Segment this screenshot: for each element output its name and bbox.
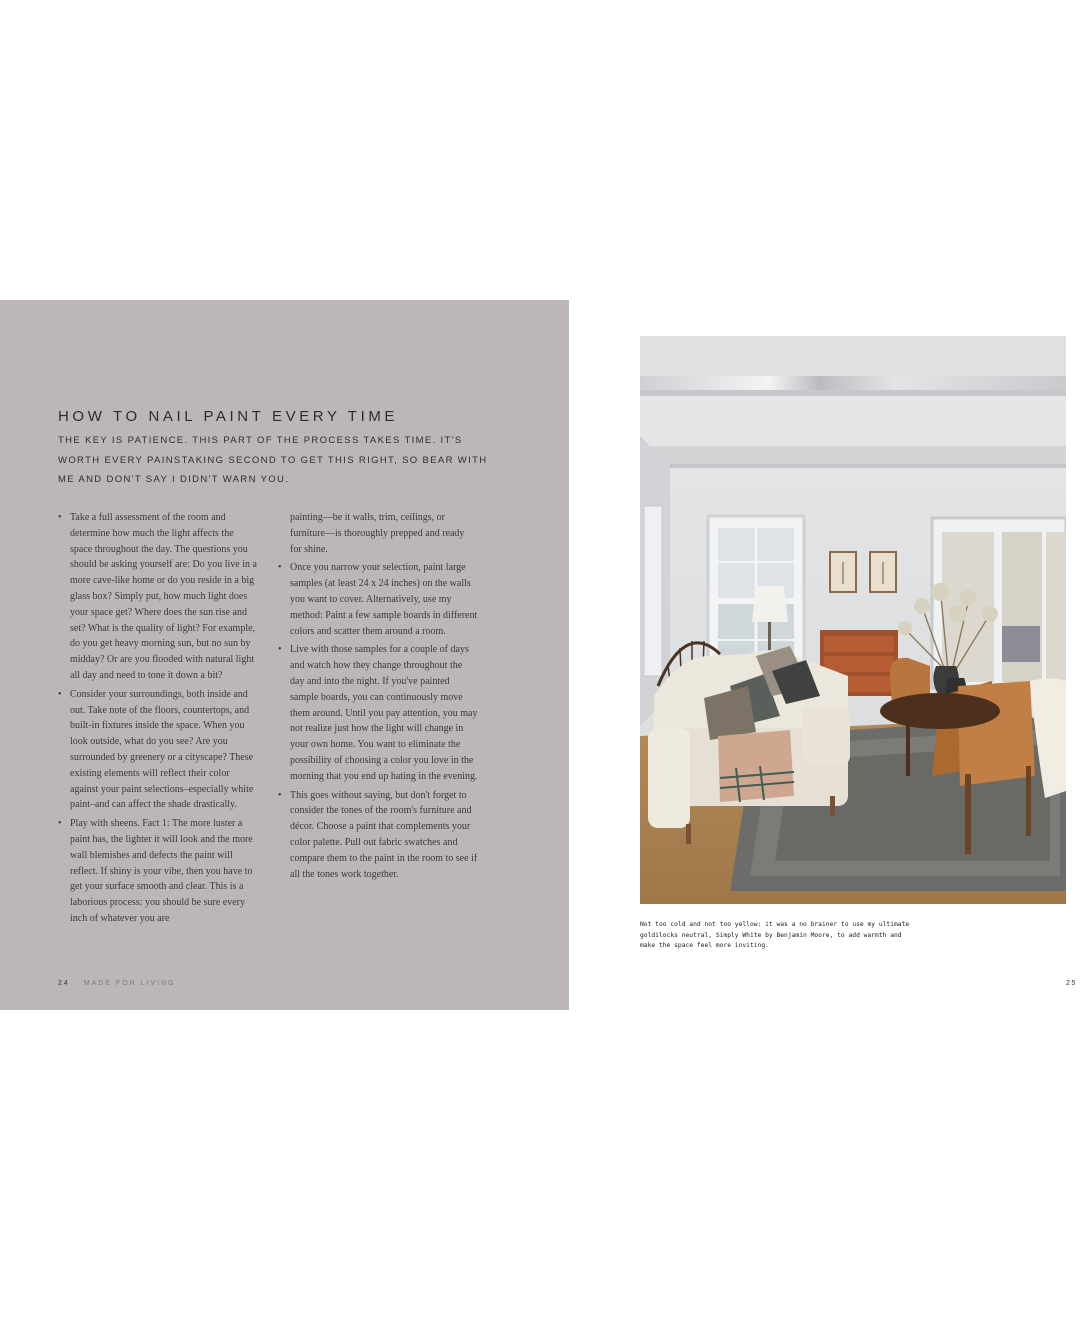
bullet-play-with-sheens: • Play with sheens. Fact 1: The more luster a paint has, the lighter it will look and the more wall blemishes and defects the paint will reflect. If shiny is your vibe, then you have to get your surface smooth and clear. This is a laborious process: you should be sure every inch of whatever you are <box>58 816 258 927</box>
bullet-assess-room: • Take a full assessment of the room and determine how much the light affects the space throughout the day. The questions you should be asking yourself are: Do you live in a more cave-like home or do you reside in a big glass box? Simply put, how much light does your space get? Where does the sun rise and set? What is the quality of light? For example, do you get heavy morning sun, but no sun by midday? Or are you flooded with natural light all day and need to tone it down a bit? <box>58 510 258 684</box>
right-page-number: 25 <box>1066 980 1077 987</box>
text-column-right <box>278 510 478 885</box>
bullet-paint-samples: • Once you narrow your selection, paint large samples (at least 24 x 24 inches) on the walls you want to cover. Alternatively, use my method: Paint a few sample boards in different colors and scatter them around a room. <box>278 560 478 639</box>
section-heading: HOW TO NAIL PAINT EVERY TIME <box>58 408 399 425</box>
bullet-consider-tones: • This goes without saying, but don't forget to consider the tones of the room's furniture and décor. Choose a paint that complements your color palette. Pull out fabric swatches and compare them to the paint in the room to see if all the tones work together. <box>278 788 478 883</box>
photo-caption: Not too cold and not too yellow: it was a no brainer to use my ultimate goldilocks neutral, Simply White by Benjamin Moore, to add warmth and make the space feel more inviting. <box>640 921 910 949</box>
text-column-left <box>58 510 258 930</box>
living-room-photo <box>640 336 1066 904</box>
bullet-consider-surroundings: • Consider your surroundings, both inside and out. Take note of the floors, countertops, and built-in fixtures inside the space. When you look outside, what do you see? Are you surrounded by greenery or a cityscape? These existing elements will reflect their color against your paint selections–especially white paint–and can affect the shade drastically. <box>58 687 258 813</box>
bullet-continuation: painting—be it walls, trim, ceilings, or furniture—is thoroughly prepped and ready for shine. <box>290 512 465 555</box>
section-subheading: THE KEY IS PATIENCE. THIS PART OF THE PROCESS TAKES TIME. IT'S WORTH EVERY PAINSTAKING SECOND TO GET THIS RIGHT, SO BEAR WITH ME AND DON'T SAY I DIDN'T WARN YOU. <box>58 435 488 485</box>
left-page-folio <box>58 980 176 987</box>
bullet-live-with-samples: • Live with those samples for a couple of days and watch how they change throughout the day and into the night. If you've painted sample boards, you can continuously move them around. Until you pay attention, you may not realize just how the light will change in your own home. You want to eliminate the possibility of choosing a color you love in the morning that you end up hating in the evening. <box>278 642 478 784</box>
left-page-number: 24 <box>58 980 70 987</box>
running-section-title: MADE FOR LIVING <box>83 980 176 987</box>
